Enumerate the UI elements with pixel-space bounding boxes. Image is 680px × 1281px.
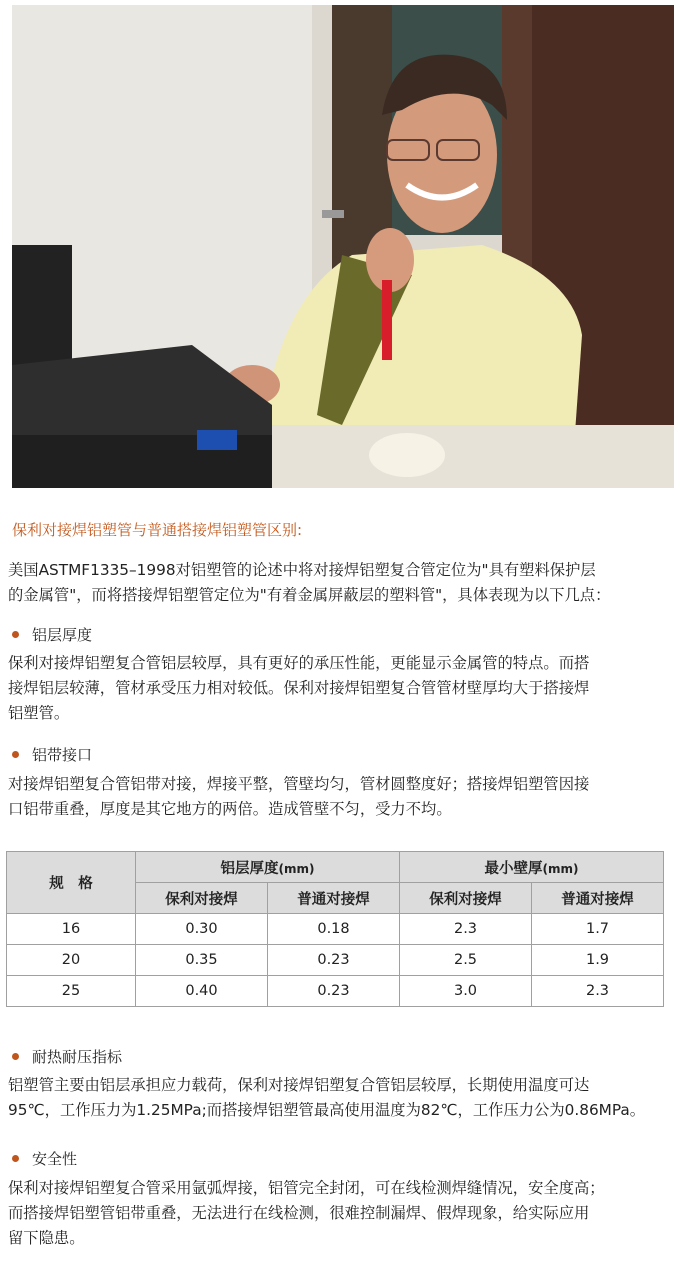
body-line: 口铝带重叠，厚度是其它地方的两倍。造成管壁不匀，受力不均。 bbox=[8, 800, 452, 818]
intro-line: 的金属管"，而将搭接焊铝塑管定位为"有着金属屏蔽层的塑料管"，具体表现为以下几点： bbox=[8, 586, 611, 604]
intro-paragraph bbox=[8, 558, 610, 608]
section-title-heat-pressure: 耐热耐压指标 bbox=[12, 1046, 122, 1067]
section-body-strip-joint bbox=[8, 772, 589, 822]
body-line: 而搭接焊铝塑管铝带重叠，无法进行在线检测，很难控制漏焊、假焊现象，给实际应用 bbox=[8, 1204, 590, 1222]
section-heading: 保利对接焊铝塑管与普通搭接焊铝塑管区别: bbox=[12, 521, 303, 539]
section-title-aluminum-thickness: 铝层厚度 bbox=[12, 624, 92, 645]
bullet-icon bbox=[12, 1155, 19, 1162]
section-body-safety bbox=[8, 1176, 605, 1251]
table-subheader: 保利对接焊 bbox=[400, 883, 532, 914]
body-line: 95℃，工作压力为1.25MPa;而搭接焊铝塑管最高使用温度为82℃，工作压力公为0.86MPa。 bbox=[8, 1101, 646, 1119]
bullet-icon bbox=[12, 1053, 19, 1060]
table-cell: 20 bbox=[7, 945, 136, 976]
man-smiling-photo bbox=[12, 5, 674, 488]
bullet-icon bbox=[12, 631, 19, 638]
body-line: 保利对接焊铝塑复合管采用氩弧焊接，铝管完全封闭，可在线检测焊缝情况，安全度高； bbox=[8, 1179, 605, 1197]
table-subheader: 保利对接焊 bbox=[136, 883, 268, 914]
table-cell: 25 bbox=[7, 976, 136, 1007]
table-row bbox=[7, 976, 664, 1007]
table-cell: 1.7 bbox=[532, 914, 664, 945]
table-cell: 0.40 bbox=[136, 976, 268, 1007]
table-cell: 2.3 bbox=[400, 914, 532, 945]
body-line: 铝塑管。 bbox=[8, 704, 70, 722]
section-title-safety: 安全性 bbox=[12, 1148, 77, 1169]
section-body-aluminum-thickness bbox=[8, 651, 589, 726]
body-line: 留下隐患。 bbox=[8, 1229, 85, 1247]
table-cell: 16 bbox=[7, 914, 136, 945]
table-cell: 0.30 bbox=[136, 914, 268, 945]
table-cell: 0.23 bbox=[268, 945, 400, 976]
table-cell: 2.3 bbox=[532, 976, 664, 1007]
table-cell: 0.23 bbox=[268, 976, 400, 1007]
body-line: 对接焊铝塑复合管铝带对接，焊接平整，管壁均匀，管材圆整度好；搭接焊铝塑管因接 bbox=[8, 775, 590, 793]
spec-table bbox=[6, 851, 664, 1007]
table-row bbox=[7, 914, 664, 945]
table-cell: 0.35 bbox=[136, 945, 268, 976]
table-header-min-wall: 最小壁厚(mm) bbox=[400, 852, 664, 883]
table-cell: 1.9 bbox=[532, 945, 664, 976]
body-line: 接焊铝层较薄，管材承受压力相对较低。保利对接焊铝塑复合管管材壁厚均大于搭接焊 bbox=[8, 679, 590, 697]
table-subheader: 普通对接焊 bbox=[532, 883, 664, 914]
table-subheader: 普通对接焊 bbox=[268, 883, 400, 914]
table-header-spec: 规 格 bbox=[7, 852, 136, 914]
table-cell: 0.18 bbox=[268, 914, 400, 945]
section-title-strip-joint: 铝带接口 bbox=[12, 744, 92, 765]
table-header-aluminum-thickness: 铝层厚度(mm) bbox=[136, 852, 400, 883]
bullet-icon bbox=[12, 751, 19, 758]
body-line: 保利对接焊铝塑复合管铝层较厚，具有更好的承压性能，更能显示金属管的特点。而搭 bbox=[8, 654, 590, 672]
photo-illustration bbox=[12, 5, 674, 488]
table-cell: 2.5 bbox=[400, 945, 532, 976]
table-row bbox=[7, 945, 664, 976]
intro-line: 美国ASTMF1335–1998对铝塑管的论述中将对接焊铝塑复合管定位为"具有塑料保护层 bbox=[8, 561, 596, 579]
section-body-heat-pressure bbox=[8, 1073, 645, 1123]
body-line: 铝塑管主要由铝层承担应力载荷，保利对接焊铝塑复合管铝层较厚，长期使用温度可达 bbox=[8, 1076, 590, 1094]
table-cell: 3.0 bbox=[400, 976, 532, 1007]
table-header-row bbox=[7, 852, 664, 883]
